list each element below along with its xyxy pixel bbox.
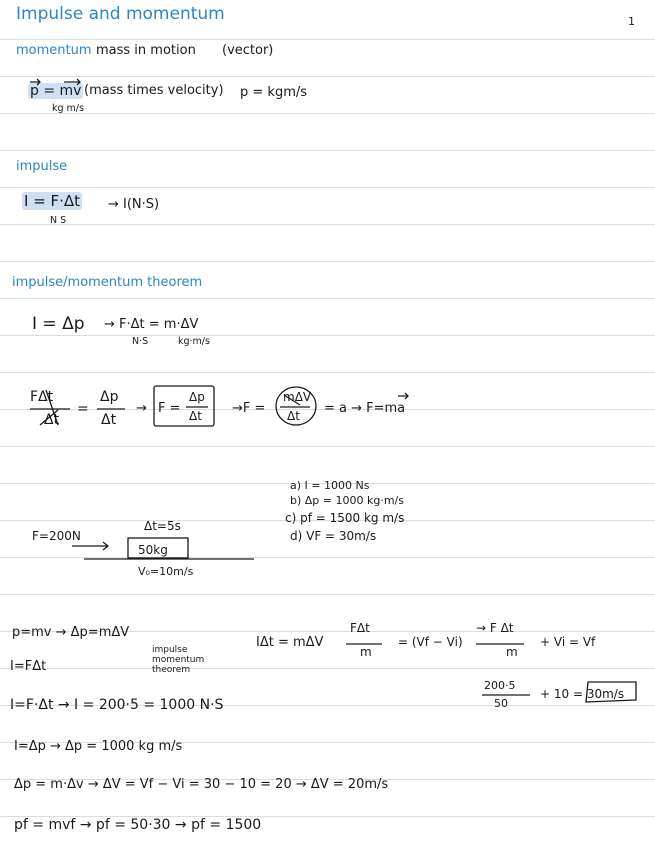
problem-dt: Δt=5s [144, 519, 181, 533]
force-arrow [72, 542, 108, 550]
momentum-units: p = kgm/s [240, 85, 308, 100]
eq-r1-tail: + Vi = Vf [540, 635, 596, 649]
eq-r2-den: 50 [494, 697, 508, 710]
formula-circle [276, 387, 316, 425]
vector-arrow-v [64, 79, 80, 85]
work-line-3: I=F·Δt → I = 200·5 = 1000 N·S [10, 697, 224, 713]
answer-a: a) I = 1000 Ns [290, 479, 370, 492]
vector-arrow-p [30, 79, 40, 85]
answer-box [586, 682, 636, 702]
page-number: 1 [628, 15, 635, 28]
problem-v0: V₀=10m/s [138, 565, 194, 578]
box-den: Δt [189, 409, 202, 423]
eq-r1-frac-num: FΔt [350, 621, 370, 635]
eq-r1: IΔt = mΔV [256, 635, 324, 650]
problem-force: F=200N [32, 529, 81, 543]
page-title: Impulse and momentum [16, 4, 225, 24]
eq-r1-frac-den: m [360, 645, 372, 659]
impulse-heading: impulse [16, 159, 68, 174]
answer-b: b) Δp = 1000 kg·m/s [290, 494, 404, 507]
eq-r1-frac2-num: → F Δt [476, 621, 514, 635]
theorem-unit-left: N·S [132, 336, 149, 347]
formula-box [154, 386, 214, 426]
theorem-unit-right: kg·m/s [178, 336, 210, 347]
answer-d: d) VF = 30m/s [290, 529, 377, 543]
theorem-heading: impulse/momentum theorem [12, 275, 203, 290]
vector-arrow-f [398, 393, 408, 399]
box-f-label: F = [158, 401, 181, 416]
momentum-formula: p = mv [30, 83, 82, 99]
theorem-line1: I = Δp [32, 314, 85, 334]
work-line-6: pf = mvf → pf = 50·30 → pf = 1500 [14, 817, 262, 833]
momentum-kind: (vector) [222, 43, 274, 58]
work-line-5: Δp = m·Δv → ΔV = Vf − Vi = 30 − 10 = 20 → ΔV = 20m/s [14, 777, 389, 792]
impulse-result: → I(N·S) [108, 197, 160, 212]
frac-f-num: FΔt [30, 389, 54, 405]
circle-num: mΔV [283, 390, 312, 404]
eq-r1-frac2-den: m [506, 645, 518, 659]
eq-r2-num: 200·5 [484, 679, 516, 692]
frac-p-den: Δt [101, 412, 117, 428]
cancel-slash-top [44, 390, 60, 428]
problem-mass: 50kg [138, 543, 168, 557]
momentum-heading: momentum [16, 43, 92, 58]
work-line-1: p=mv → Δp=mΔV [12, 625, 130, 640]
arrow-1: → [136, 401, 147, 416]
impulse-formula: I = F·Δt [24, 192, 81, 210]
mass-block [128, 538, 188, 558]
impulse-unit-under: N S [50, 215, 67, 226]
momentum-formula-note: (mass times velocity) [84, 83, 224, 98]
work-note: impulse momentum theorem [152, 645, 205, 675]
momentum-definition: mass in motion [96, 43, 196, 58]
equals-sign-1: = [77, 401, 89, 417]
box-num: Δp [189, 390, 205, 404]
theorem-line1-arrow: → F·Δt = m·ΔV [104, 317, 199, 332]
circle-f-label: →F = [232, 401, 266, 416]
momentum-unit-under: kg m/s [52, 103, 84, 114]
answer-c: c) pf = 1500 kg m/s [285, 511, 405, 525]
circle-den: Δt [287, 409, 300, 423]
work-line-2: I=FΔt [10, 659, 47, 674]
eq-r1-mid: = (Vf − Vi) [398, 635, 463, 649]
theorem-tail: = a → F=ma [324, 401, 406, 416]
cancel-slash-mdv [284, 395, 300, 405]
eq-r2-tail: + 10 = 30m/s [540, 687, 625, 701]
frac-f-den: Δt [44, 412, 60, 428]
frac-p-num: Δp [100, 389, 119, 405]
work-line-4: I=Δp → Δp = 1000 kg m/s [14, 739, 183, 754]
